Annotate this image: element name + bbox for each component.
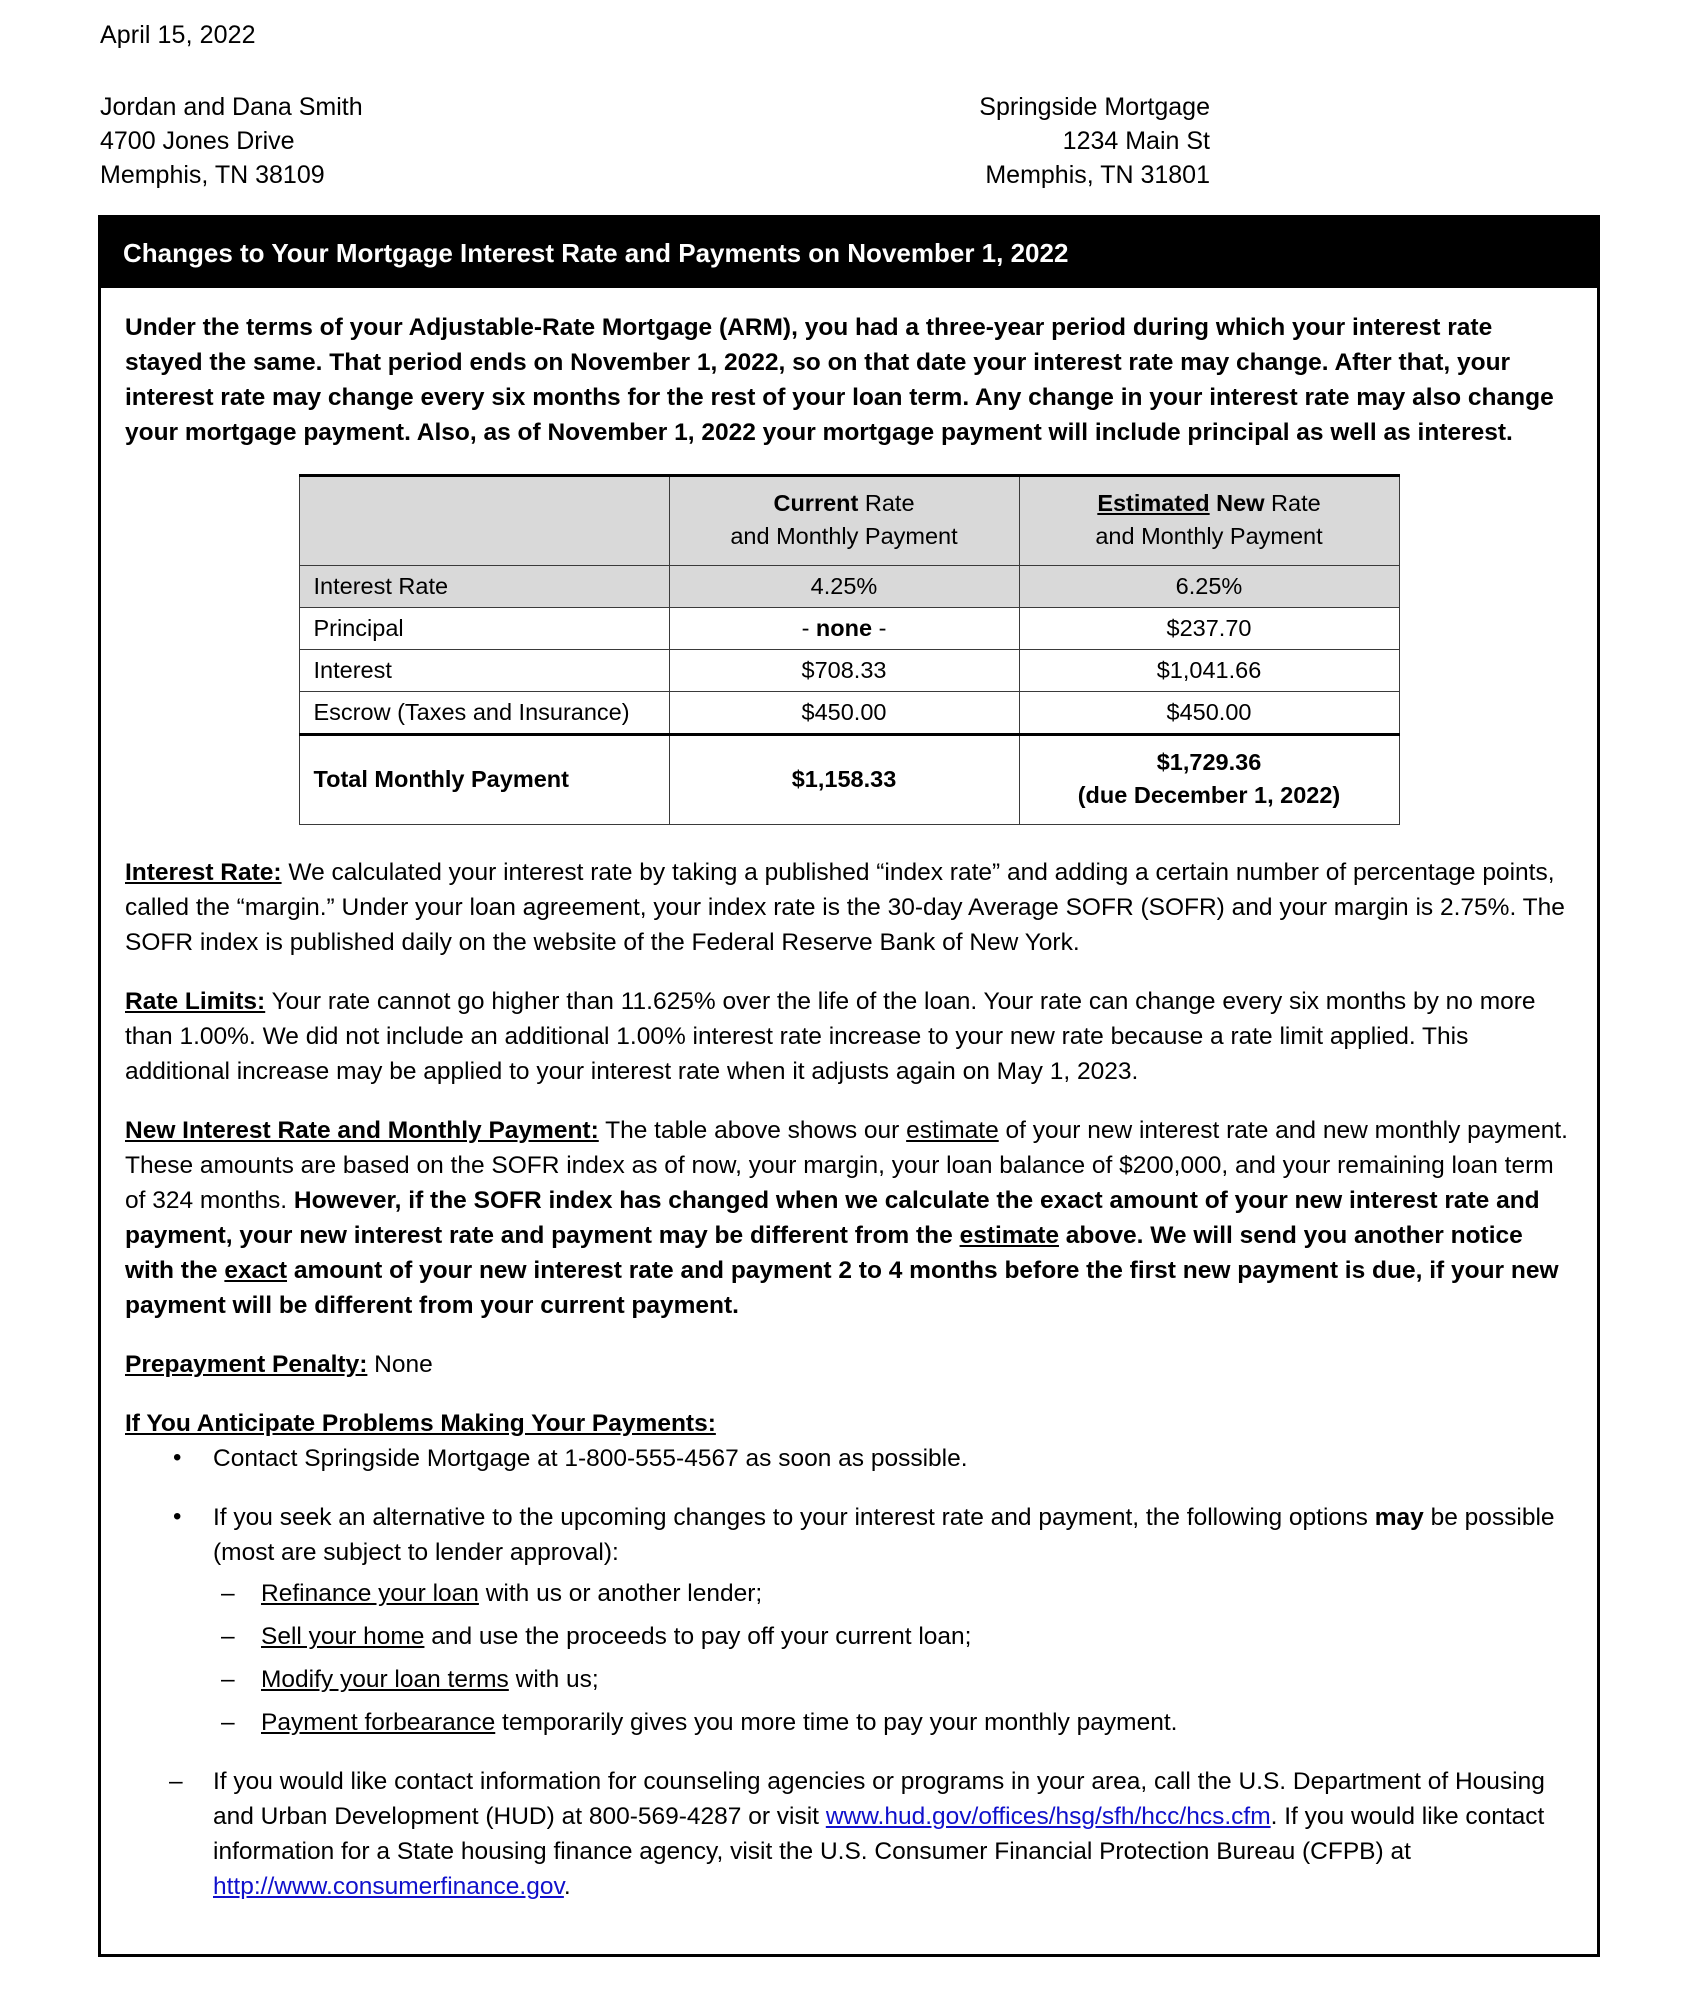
disclosure-box <box>98 215 1600 1957</box>
list-item <box>213 1619 1573 1654</box>
header-estimated-line2: and Monthly Payment <box>1095 523 1323 549</box>
list-item <box>125 1441 1573 1476</box>
section-prepayment-penalty <box>125 1347 1573 1382</box>
list-item <box>213 1662 1573 1697</box>
section-rate-limits <box>125 984 1573 1089</box>
new-rate-bold-estimate: estimate <box>959 1222 1059 1249</box>
disclosure-body <box>101 288 1597 1954</box>
list-item <box>125 1500 1573 1740</box>
hud-part1: If you would like contact information for counseling agencies or programs in your area, call the U.S. Department of Housing and Urban Development (HUD) at 800-569-4287 or visit <box>213 1768 1545 1830</box>
row-label-escrow: Escrow (Taxes and Insurance) <box>299 692 669 735</box>
intro-paragraph: Under the terms of your Adjustable-Rate Mortgage (ARM), you had a three-year period during which your interest rate stayed the same. That period ends on November 1, 2022, so on that date your interest rate may change. After that, your interest rate may change every six months for the rest of your loan term. Any change in your interest rate may also change your mortgage payment. Also, as of November 1, 2022 your mortgage payment will include principal as well as interest. <box>125 314 1554 446</box>
recipient-city-state-zip: Memphis, TN 38109 <box>100 161 325 189</box>
row-estimated-escrow: $450.00 <box>1019 692 1399 735</box>
row-current-principal <box>669 608 1019 650</box>
total-estimated-note: (due December 1, 2022) <box>1077 782 1341 808</box>
bullet-contact-text: Contact Springside Mortgage at 1-800-555-4567 as soon as possible. <box>213 1445 968 1472</box>
row-label-interest-rate: Interest Rate <box>299 566 669 608</box>
body-rate-limits: Your rate cannot go higher than 11.625% over the life of the loan. Your rate can change every six months by no more than 1.00%. We did not include an additional 1.00% interest rate increase to your new rate because a rate limit applied. This additional increase may be applied to your interest rate when it adjusts again on May 1, 2023. <box>125 988 1536 1085</box>
header-corner-cell <box>299 476 669 566</box>
principal-suffix: - <box>872 615 887 641</box>
new-rate-bold-exact: exact <box>224 1257 288 1284</box>
letter-date: April 15, 2022 <box>100 21 256 49</box>
section-new-rate <box>125 1113 1573 1323</box>
body-prepayment-penalty: None <box>367 1351 433 1378</box>
hud-part2: . If you would like contact information for a State housing finance agency, visit the U.S. Consumer Financial Protection Bureau (CFPB) at <box>213 1803 1545 1865</box>
sender-address <box>979 90 1210 192</box>
option-modify-underlined: Modify your loan terms <box>261 1666 509 1693</box>
new-rate-bold3: amount of your new interest rate and payment 2 to 4 months before the first new payment is due, if your new payment will be different from your current payment. <box>125 1257 1559 1319</box>
heading-rate-limits: Rate Limits: <box>125 988 266 1015</box>
heading-anticipate-problems <box>125 1406 1573 1441</box>
option-sell-rest: and use the proceeds to pay off your current loan; <box>424 1623 972 1650</box>
row-current-total: $1,158.33 <box>669 735 1019 825</box>
table-row <box>299 650 1399 692</box>
bullet-alternative-pre: If you seek an alternative to the upcoming changes to your interest rate and payment, the following options <box>213 1504 1375 1531</box>
dash-mark-icon: – <box>221 1709 235 1736</box>
option-forbearance-underlined: Payment forbearance <box>261 1709 496 1736</box>
header-current-line2: and Monthly Payment <box>730 523 958 549</box>
table-row <box>299 566 1399 608</box>
option-forbearance-rest: temporarily gives you more time to pay your monthly payment. <box>495 1709 1178 1736</box>
bullet-dot-icon: • <box>173 1503 182 1530</box>
row-estimated-total <box>1019 735 1399 825</box>
row-current-escrow: $450.00 <box>669 692 1019 735</box>
sender-city-state-zip: Memphis, TN 31801 <box>985 161 1210 189</box>
row-current-interest: $708.33 <box>669 650 1019 692</box>
row-estimated-principal: $237.70 <box>1019 608 1399 650</box>
heading-new-rate: New Interest Rate and Monthly Payment: <box>125 1117 599 1144</box>
sender-name: Springside Mortgage <box>979 93 1210 121</box>
option-sell-underlined: Sell your home <box>261 1623 425 1650</box>
recipient-name: Jordan and Dana Smith <box>100 93 363 121</box>
row-label-interest: Interest <box>299 650 669 692</box>
rate-table-wrapper <box>125 474 1573 825</box>
heading-prepayment-penalty: Prepayment Penalty: <box>125 1351 368 1378</box>
bullet-dot-icon: • <box>173 1444 182 1471</box>
new-rate-part1: The table above shows our <box>598 1117 907 1144</box>
rate-comparison-table <box>299 474 1400 825</box>
row-label-principal: Principal <box>299 608 669 650</box>
row-label-total: Total Monthly Payment <box>299 735 669 825</box>
anticipate-bullet-list <box>125 1441 1573 1904</box>
header-estimated-cell <box>1019 476 1399 566</box>
option-refinance-rest: with us or another lender; <box>478 1580 763 1607</box>
option-modify-rest: with us; <box>508 1666 599 1693</box>
heading-anticipate-problems-text: If You Anticipate Problems Making Your Payments: <box>125 1410 716 1437</box>
new-rate-estimate-word: estimate <box>906 1117 999 1144</box>
header-estimated-rest: Rate <box>1264 490 1321 516</box>
row-estimated-interest: $1,041.66 <box>1019 650 1399 692</box>
banner-title: Changes to Your Mortgage Interest Rate and Payments on November 1, 2022 <box>101 218 1597 288</box>
list-item <box>125 1764 1573 1904</box>
table-total-row <box>299 735 1399 825</box>
header-estimated-emphasis: Estimated <box>1097 490 1210 516</box>
hud-website-link[interactable]: www.hud.gov/offices/hsg/sfh/hcc/hcs.cfm <box>825 1803 1271 1830</box>
alternative-options-list <box>213 1576 1573 1740</box>
total-estimated-amount: $1,729.36 <box>1156 749 1262 775</box>
bullet-alternative-post: be possible (most are subject to lender approval): <box>213 1504 1555 1566</box>
principal-none-word: none <box>815 615 873 641</box>
sender-street: 1234 Main St <box>1062 127 1210 155</box>
recipient-street: 4700 Jones Drive <box>100 127 295 155</box>
dash-mark-icon: – <box>169 1768 183 1795</box>
header-current-emphasis: Current <box>773 490 859 516</box>
hud-part3: . <box>563 1873 571 1900</box>
new-rate-part2: of your new interest rate and new monthly payment. These amounts are based on the SOFR index as of now, your margin, your loan balance of $200,000, and your remaining loan term of 324 months. <box>125 1117 1568 1214</box>
new-rate-bold1: However, if the SOFR index has changed when we calculate the exact amount of your new interest rate and payment, your new interest rate and payment may be different from the <box>125 1187 1540 1249</box>
table-header-row <box>299 476 1399 566</box>
header-estimated-mid: New <box>1209 490 1265 516</box>
header-current-cell <box>669 476 1019 566</box>
dash-mark-icon: – <box>221 1666 235 1693</box>
bullet-alternative-may: may <box>1374 1504 1424 1531</box>
header-current-rest: Rate <box>858 490 915 516</box>
principal-prefix: - <box>801 615 816 641</box>
cfpb-website-link[interactable]: http://www.consumerfinance.gov <box>213 1873 564 1900</box>
option-refinance-underlined: Refinance your loan <box>261 1580 479 1607</box>
table-row <box>299 608 1399 650</box>
list-item <box>213 1705 1573 1740</box>
dash-mark-icon: – <box>221 1580 235 1607</box>
body-interest-rate: We calculated your interest rate by taking a published “index rate” and adding a certain number of percentage points, called the “margin.” Under your loan agreement, your index rate is the 30-day Average SOFR (SOFR) and your margin is 2.75%. The SOFR index is published daily on the website of the Federal Reserve Bank of New York. <box>125 859 1565 956</box>
list-item <box>213 1576 1573 1611</box>
section-interest-rate <box>125 855 1573 960</box>
heading-interest-rate: Interest Rate: <box>125 859 282 886</box>
new-rate-bold2: above. We will send you another notice with the <box>125 1222 1523 1284</box>
row-estimated-interest-rate: 6.25% <box>1019 566 1399 608</box>
row-current-interest-rate: 4.25% <box>669 566 1019 608</box>
dash-mark-icon: – <box>221 1623 235 1650</box>
recipient-address <box>100 90 363 192</box>
table-row <box>299 692 1399 735</box>
